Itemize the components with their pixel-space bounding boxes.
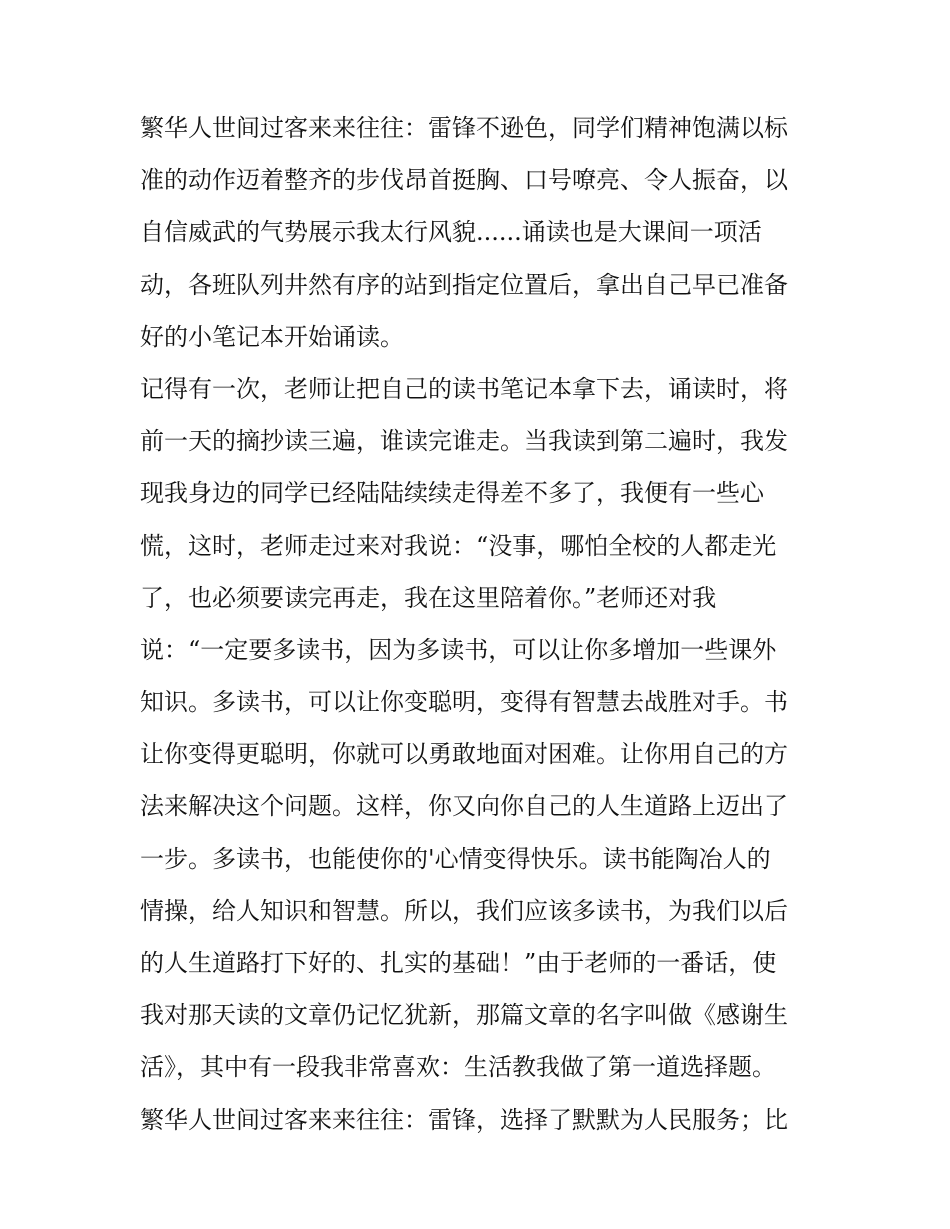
text-line: 慌，这时，老师走过来对我说：“没事，哪怕全校的人都走光 [140,531,777,560]
text-line: 好的小笔记本开始诵读。 [140,322,404,351]
text-line: 知识。多读书，可以让你变聪明，变得有智慧去战胜对手。书 [140,688,788,717]
text-line: 繁华人世间过客来来往往：雷锋，选择了默默为人民服务；比 [140,1105,788,1134]
text-line: 说：“一定要多读书，因为多读书，可以让你多增加一些课外 [140,635,777,664]
text-line: 了，也必须要读完再走，我在这里陪着你。”老师还对我 [140,583,717,612]
text-line: 准的动作迈着整齐的步伐昂首挺胸、口号嘹亮、令人振奋，以 [140,166,788,195]
text-line: 动，各班队列井然有序的站到指定位置后，拿出自己早已准备 [140,270,788,299]
text-line: 的人生道路打下好的、扎实的基础！”由于老师的一番话，使 [140,949,777,977]
body-text [140,102,820,1146]
text-line: 活》，其中有一段我非常喜欢：生活教我做了第一道选择题。 [140,1053,776,1082]
text-line: 记得有一次，老师让把自己的读书笔记本拿下去，诵读时，将 [140,374,788,403]
text-line: 一步。多读书，也能使你的'心情变得快乐。读书能陶冶人的 [140,844,771,873]
text-line: 情操，给人知识和智慧。所以，我们应该多读书，为我们以后 [140,896,788,925]
text-line: 自信威武的气势展示我太行风貌......诵读也是大课间一项活 [140,218,762,247]
text-line: 前一天的摘抄读三遍，谁读完谁走。当我读到第二遍时，我发 [140,427,788,456]
text-line: 繁华人世间过客来来往往：雷锋不逊色，同学们精神饱满以标 [140,114,788,142]
text-line: 让你变得更聪明，你就可以勇敢地面对困难。让你用自己的方 [140,740,788,769]
text-line: 现我身边的同学已经陆陆续续走得差不多了，我便有一些心 [140,479,764,508]
text-line: 法来解决这个问题。这样，你又向你自己的人生道路上迈出了 [140,792,788,821]
text-line: 我对那天读的文章仍记忆犹新，那篇文章的名字叫做《感谢生 [140,1001,788,1030]
